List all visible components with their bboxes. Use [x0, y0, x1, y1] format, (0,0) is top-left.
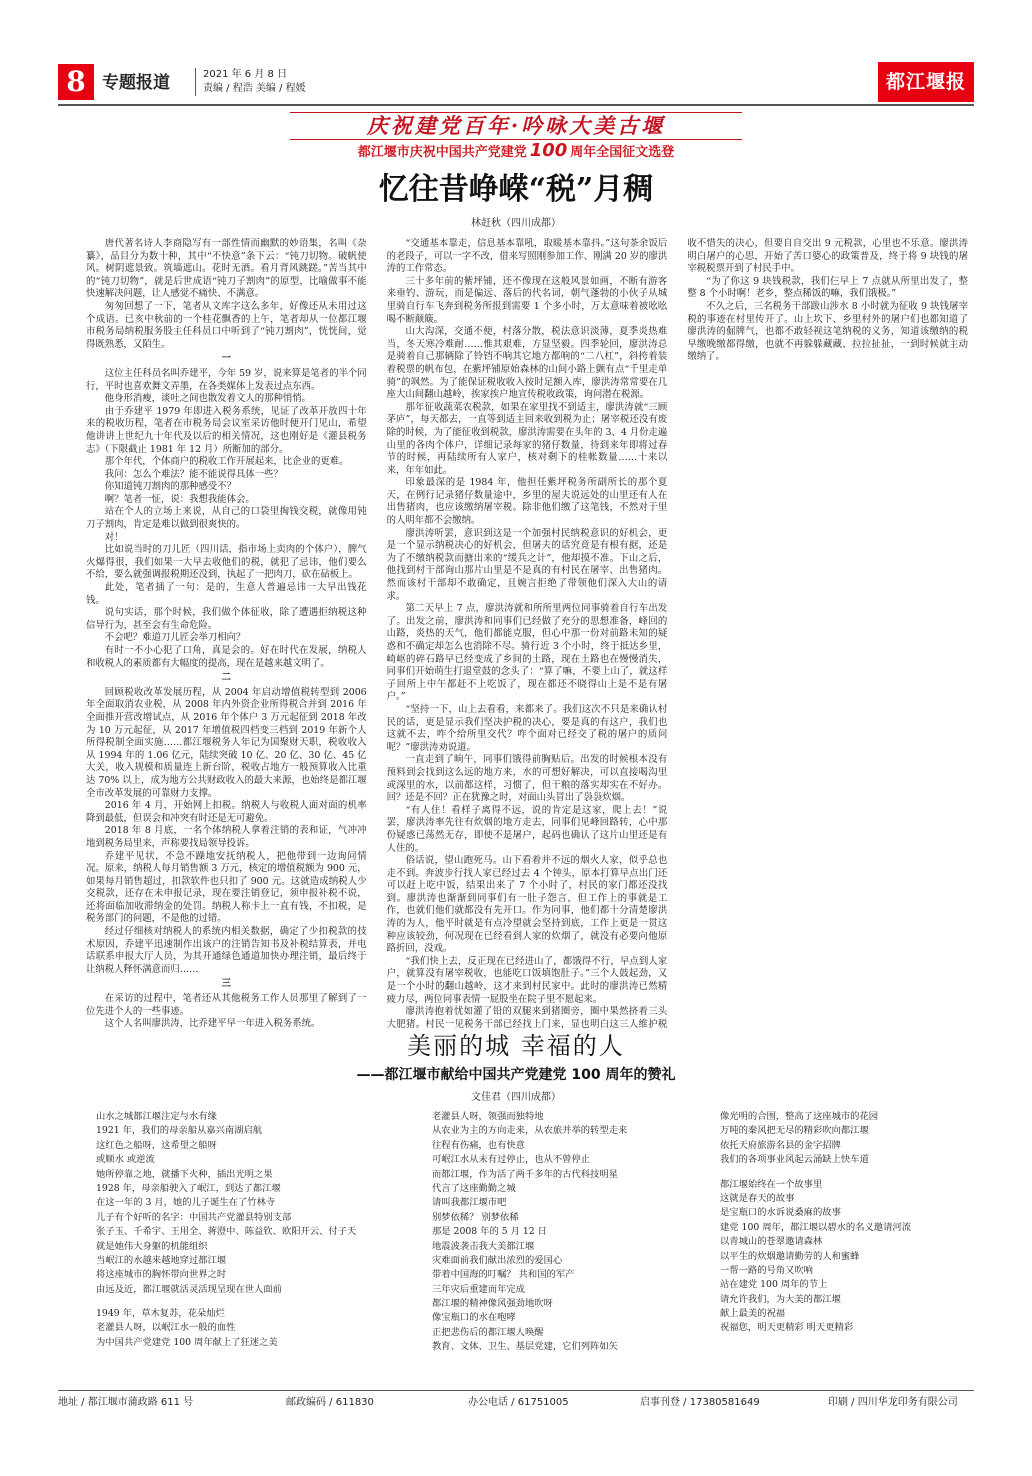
poem-line: 三年灾后重建而年完成	[432, 1283, 525, 1295]
article-paragraph: 我问：怎么个难法？能不能说得具体一些？	[104, 468, 283, 480]
poem-line: 别梦依稀？ 别梦依稀	[432, 1211, 519, 1223]
poem-line: 1928 年，母亲船驶入了岷江，到达了都江堰	[96, 1182, 281, 1194]
poem-line: 从农业为主的方向走来，从农旅并举的转型走来	[432, 1125, 628, 1137]
poem-line: 我们的各项事业风起云涌缺上快车道	[720, 1154, 869, 1166]
article-paragraph: 唐代著名诗人李商隐写有一部性情而幽默的妙语集，名叫《杂纂》，品目分为数十种，其中“不快意”条下云：“钝刀切物。破帆使风。树阴遮景致。筑墙遮山。花时无酒。看月背风跳蹉。”苦当其中的“钝刀切物”，就是后世成语“钝刀子割肉”的原型，比喻做事不能快速解决问题，让人感觉不痛快、不满意。	[86, 238, 367, 300]
poem-column-2	[432, 1110, 732, 1355]
poem-line: 请叫我都江堰市吧	[432, 1197, 507, 1209]
newspaper-logo: 都江堰报	[878, 62, 974, 102]
poem-line: 就是她伟大身躯的机能组织	[96, 1240, 208, 1252]
article-paragraph: 比如说当时的刀儿匠（四川话，指市场上卖肉的个体户），脾气火爆得很，我们如果一大早去收他们的税，就犯了忌讳，他们要么不给，要么就强调报税期还没到，执起了一把肉刀，砍在砧板上。	[86, 544, 367, 581]
poem-line: 代言了这座勤勤之城	[432, 1182, 516, 1194]
poem-line: 像宝瓶口的水在咆哮	[432, 1312, 516, 1324]
page-header	[58, 62, 974, 102]
article-paragraph: 乔建平见状，不急不躁地安抚纳税人，把他带到一边询问情况。原来，纳税人每月销售额 3 万元，核定的增值税额为 900 元，如果每月销售超过，扣款软件也只扣了 900 元。这就造成纳税人少交税款，还存在未申报记录，现在要注销登记，须申报补税不说，还将面临加收滞纳金的处罚。纳税人称卡上一直有钱，不扣税，是税务部门的问题，不是他的过错。	[86, 850, 367, 925]
article-paragraph: 廖洪涛听罢，意识到这是一个加强村民纳税意识的好机会，更是一个显示纳税决心的好机会，但屠夫的话究竟是有根有据，还是为了不缴纳税款而搪出来的“缓兵之计”，他却摸不准。下山之后，他找到村干部询山那片山里是不是真的有村民在屠宰、出售猪肉。然而该村干部却不敢确定，且婉言拒绝了带领他们深入大山的请求。	[386, 527, 668, 602]
article-paragraph: 在采访的过程中，笔者还从其他税务工作人员那里了解到了一位先进个人的一些事迹。	[86, 993, 367, 1017]
poem-line: 建党 100 周年，都江堰以碧水的名义邀请河流	[720, 1221, 911, 1233]
column-banner	[58, 112, 974, 162]
article-paragraph: 这位主任科员名叫乔建平，今年 59 岁，说来算是笔者的半个同行，平时也喜欢舞文弄墨，在各类媒体上发表过点东西。	[86, 367, 367, 392]
section-number: 三	[221, 978, 232, 990]
footer-rule	[58, 1390, 974, 1391]
article-paragraph: 站在个人的立场上来说，从自己的口袋里掏钱交税，就像用钝刀子割肉，肯定是难以做到很爽快的。	[86, 506, 367, 531]
article-paragraph: “为了你这 9 块钱税款，我们仨早上 7 点就从所里出发了，整整 8 个小时啊！老乡，整点稀饭的嘛，我们饿极。”	[687, 275, 968, 300]
article-paragraph: “有人住！看样子离得不远，说的肯定是这家，爬上去！”说罢，廖洪涛率先往有炊烟的地方走去，同事们见峰回路转，心中那份疑惑已荡然无存，即使不是屠户，起码也确认了这片山里还是有人住的。	[386, 804, 668, 854]
article-paragraph: 不会吧？难道刀儿匠会举刀相向？	[104, 632, 246, 644]
poem-line: 正把悲伤后的都江堰人唤醒	[432, 1326, 544, 1338]
page-number: 8	[58, 64, 94, 100]
section-number: 二	[221, 672, 232, 684]
article-paragraph: 那年征收蔬菜农税款，如果在家里找不到适主，廖洪涛就“三顾茅庐”，每天都去，一直等到适主回来收到税为止；屠宰税还没有废除的时候，为了能征收到税款，廖洪涛需要在头年的 3、4 月份走遍山里的各肉个体户，详细记录每家的猪仔数量，待到来年即将过春节的时候，再陆续所有人家户，核对剩下的桂帐数量……十来以来，年年如此。	[386, 401, 668, 476]
article-paragraph: 三十多年前的紫坪铺，还不像现在这般风景如画，不断有游客来垂钓、游玩，而是偏远、落后的代名词，朝气蓬勃的小伙子从城里骑自行车飞奔到税务所报到需要 1 个多小时，万太意味着被吆吆喝不断颠簸。	[386, 275, 668, 325]
poem-subtitle: ——都江堰市献给中国共产党建党 100 周年的赞礼	[356, 1067, 676, 1083]
article-paragraph: 经过仔细核对纳税人的系统内相关数据，确定了少扣税款的技术原因，乔建平迅速制作出该户的注销告知书及补税结算表，并电话联系申报大厅人员，为其开通绿色通道加快办理注销，最后终于让纳税人释怀满意而归……	[86, 926, 367, 975]
poem-line: 可岷江水从未有过停止，也从不曾停止	[432, 1154, 591, 1166]
footer-ad-phone: 启事刊登 / 17380581649	[640, 1397, 760, 1408]
poem-line: 这就是春天的故事	[720, 1192, 795, 1204]
banner-sub-after: 周年全国征文选登	[570, 145, 675, 160]
article-paragraph: 你知道钝刀割肉的那种感受不？	[104, 481, 237, 493]
section-title: 专题报道	[102, 73, 170, 93]
banner-subtitle	[58, 142, 974, 162]
poem-line: 灾难面前我们献出浓烈的爱国心	[432, 1254, 563, 1266]
poem-line: 由远及近，都江堰就活灵活现呈现在世人面前	[96, 1283, 282, 1295]
poem-column-3	[720, 1110, 1020, 1336]
poem-title: 美丽的城 幸福的人	[407, 1032, 625, 1060]
article-paragraph: 俗话说，望山跑死马。山下看着并不远的烟火人家，似乎总也走不到。奔波步行找人家已经过去 4 个钟头，原本打算早点出门还可以赶上吃中饭，结果出来了 7 个小时了，村民的家门都还没找到。廖洪涛也渐渐到同事们有一肚子怨言，但工作上的事就是工作，也就们他们就都没有先开口。作为同事，他们都十分清楚廖洪涛的为人，他平时就是有点冷望就会坚持到底，工作上更是一贯这种应该较劲，何况现在已经看到人家的炊烟了，就没有必要向他原路折回，没戏。	[386, 855, 668, 955]
article-paragraph: 一直走到了晌午，同事们饿得前胸贴后。出发的时候根本没有预料到会找到这么远的地方来，水的可想好解决，可以直接喝沟里或深里的水，以前都这样，习惯了，但干粮的落实却实在不好办。回？还是不回？正在犹豫之时，对面山头冒出了袅袅炊烟。	[386, 754, 668, 804]
poem-line: 站在建党 100 周年的节上	[720, 1279, 828, 1291]
article-paragraph: 2016 年 4 月，开始网上扣税。纳税人与收税人面对面的机率降到最低，但误会和冲突有时还是无可避免。	[86, 800, 367, 824]
poem-line: 而都江堰，作为活了两千多年的古代科技明星	[432, 1168, 618, 1180]
poem-line: 以青城山的苍翠邀请森林	[720, 1236, 823, 1248]
poem-line: 儿子有个好听的名字：中国共产党灌县特别支部	[96, 1211, 292, 1223]
poem-line	[96, 1297, 396, 1307]
poem-line: 老灌县人呀，以岷江水一般的血性	[96, 1322, 236, 1334]
page-footer	[58, 1394, 974, 1412]
banner-sub-number: 100	[529, 140, 568, 161]
poem-line: 是宝瓶口的水诉说桑麻的故事	[720, 1207, 841, 1219]
poem-author: 文佳君（四川成都）	[471, 1092, 561, 1103]
issue-date: 2021 年 6 月 8 日	[203, 69, 288, 80]
article-paragraph: 啊？笔者一怔，说：我想我能体会。	[104, 493, 255, 505]
section-number: 一	[221, 353, 232, 365]
header-meta	[203, 68, 306, 96]
poem-line: 1949 年，草木复苏，花朵灿烂	[96, 1308, 225, 1320]
poem-line: 那是 2008 年的 5 月 12 日	[432, 1226, 547, 1238]
poem-line: 老灌县人呀，领强而独特地	[432, 1111, 544, 1122]
poem-line: 献上最美的祝福	[720, 1308, 786, 1320]
article-paragraph: 匆匆回想了一下，笔者从文库字这么多年，好像还从未用过这个成语。已亥中秋前的一个桂花飘香的上午，笔者却从一位都江堰市税务局纳税服务股主任科员口中听到了“钝刀割肉”，恍恍间，觉得既熟悉，又陌生。	[86, 300, 367, 350]
poem-line: 依托天府旅游名县的金字招牌	[720, 1139, 841, 1151]
poem-line: 为中国共产党建党 100 周年献上了狂迷之美	[96, 1336, 278, 1348]
poem-line: 这红色之船呀，这希望之船呀	[96, 1139, 217, 1151]
banner-sub-before: 都江堰市庆祝中国共产党建党	[357, 145, 527, 160]
article-paragraph: “交通基本靠走，信息基本靠吼，取暖基本靠抖。”这句茶余饭后的老段子，可以一字不改，借来写照刚参加工作、刚满 20 岁的廖洪涛的工作常态。	[386, 238, 668, 275]
poem-line: 带着中国海的叮嘱？ 共和国的军产	[432, 1269, 575, 1281]
footer-office-phone: 办公电话 / 61751005	[468, 1397, 569, 1408]
article-paragraph: 廖洪涛抱着忧如灌了铅的双腿来到猪圈旁，圈中果然挤着三头大肥猪。村民一见税务干部已经找上门来，显也明白这三人维护税收不惜失的决心，但要自自交出 9 元税款，心里也不乐意。廖洪涛明白屠户的心思，开始了苦口婆心的政策普及，终于将 9 块钱的屠宰税税票开到了村民手中。	[386, 238, 968, 1030]
poem-line: 当岷江的水越来越地穿过都江堰	[96, 1254, 227, 1266]
footer-postcode: 邮政编码 / 611830	[286, 1397, 374, 1408]
poem-line: 以平生的炊烟邀请勤劳的人和蜜蜂	[720, 1250, 860, 1262]
article-paragraph: “坚持一下，山上去看看，来都来了。我们这次不只是来确认村民的话，更是显示我们坚决护税的决心，要是真的有这户，我们也这就不去，咋个给所里交代？咋个面对已经交了税的屠户的质问呢？”廖洪涛劝说道。	[386, 703, 668, 753]
header-separator	[195, 68, 196, 96]
poem-line: 万吨的秦风把无尽的精彩吹向都江堰	[720, 1125, 869, 1137]
article-title: 忆往昔峥嵘“税”月稠	[378, 172, 654, 207]
article-paragraph: “我们快上去，反正现在已经进山了，都饿得不行，早点到人家户，就算没有屠宰税收，也能吃口饭填饱肚子。”三个人鼓起劲，又是一个小时的翻山越岭，这才来到村民家中。此时的廖洪涛已然精疲力尽，两位同事表情一屁股坐在院子里不愿起来。	[386, 955, 668, 1005]
article-paragraph: 2018 年 8 月底，一名个体纳税人拿着注销的表和证，气冲冲地到税务局里来，声称要找局领导投诉。	[86, 825, 367, 849]
editors: 责编 / 程浩 美编 / 程媛	[203, 83, 306, 94]
article-paragraph: 说句实话，那个时候，我们做个体征收，除了遭遇拒纳税这种信导行为，甚至会有生命危险。	[86, 607, 367, 631]
poem-column-1	[96, 1110, 396, 1350]
article-paragraph: 不久之后，三名税务干部跋山涉水 8 小时就为征收 9 块钱屠宰税的事迹在村里传开了。山上坎下、乡里村外的屠户们也都知道了廖洪涛的倔牌气，也都不敢轻视这笔纳税的义务，知道该缴纳的税早缴晚缴都得缴，也就不再躲躲藏藏、拉拉扯扯，一到时候就主动缴纳了。	[687, 300, 968, 363]
article-paragraph: 第二天早上 7 点，廖洪涛就和所所里两位同事骑着自行车出发了。出发之前，廖洪涛和同事们已经做了充分的思想准备，峰回的山路，炎热的天气，他们都能克服，但心中那一份对前路未知的疑惑和不确定却怎么也消除不尽。骑行近 3 个小时，终于抵达乡里，崎岖的碎石路早已经变成了乡间的土路，现在土路也在慢慢消失，同事们开始萌生打退堂鼓的念头了：“算了嘛，不要上山了，就这样子回所上中午都赶不上吃饭了，现在都还不晓得山上是不是有屠户。”	[386, 603, 668, 703]
article-byline: 林赶秋（四川成都）	[471, 218, 561, 229]
poem-line: 往程有伤痛，也有快意	[432, 1139, 525, 1151]
article-paragraph: 对！	[104, 531, 124, 543]
poem-line: 地震波袭击我大美都江堰	[432, 1240, 535, 1252]
poem-line: 祝福您，明天更精彩 明天更精彩	[720, 1322, 854, 1334]
poem-line: 张子玉、千希宇、王用全、蒋澄中、陈益钦、欧阳开云、付子天	[96, 1226, 357, 1238]
poem-line: 一帮一路的号角又吹响	[720, 1264, 813, 1276]
poem-line: 请允许我们，为大美的都江堰	[720, 1293, 841, 1305]
article-paragraph: 那个年代，个体商户的税收工作开展起来，比企业的更难。	[104, 456, 349, 468]
header-rule	[58, 104, 974, 106]
article-paragraph: 他身形消瘦，谈吐之间也散发着文人的那种悄悄。	[104, 393, 312, 405]
poem-line: 都江堰的精神像风强劲地吹呀	[432, 1298, 553, 1310]
footer-printer: 印刷 / 四川华龙印务有限公司	[828, 1397, 958, 1408]
poem-line: 山水之城都江堰注定与水有缘	[96, 1111, 217, 1122]
article-paragraph: 这个人名叫廖洪涛，比乔建平早一年进入税务系统。	[104, 1018, 321, 1030]
poem-line: 将这座城市的胸怀带向世界之时	[96, 1269, 227, 1281]
article-paragraph: 由于乔建平 1979 年即进入税务系统，见证了改革开放四十年来的税收历程，笔者在市税务局会议室采访他时便开门见山，希望他讲讲上世纪九十年代及以后的相关情况，这也刚好是《灌县税务志》（下限截止 1981 年 12 月）所断加的部分。	[86, 405, 367, 455]
article-paragraph: 印象最深的是 1984 年，他担任紫坪税务所副所长的那个夏天，在例行记录猪仔数量途中，乡里的屋夫说远处的山里还有人在出售猪肉，也应该缴纳屠宰税。除非他们缴了这笔钱，不然对于里的人明年都不会缴纳。	[386, 477, 668, 527]
article-paragraph: 回顾税收改革发展历程，从 2004 年启动增值税转型到 2006 年全面取消农业税，从 2008 年内外资企业所得税合并到 2016 年全面推开营改增试点，从 2016 年个体户 3 万元起征到 2018 年改为 10 万元起征，从 2017 年增值税四档变三档到 2019 年新个人所得税制全面实施……都江堰税务人年记为国聚财天职，税收收入从 1994 年的 1.06 亿元，陆续突破 10 亿、20 亿、30 亿、45 亿大关，收入规模和质量连上新台阶，税收占地方一般预算收入比重达 70% 以上，成为地方公共财政收入的最大来源，也始终是都江堰全市改革发展的可靠财力支撑。	[86, 686, 367, 799]
poem-line: 像光明的合围，整高了这座城市的花园	[720, 1111, 879, 1122]
banner-slogan: 庆祝建党百年·吟咏大美古堰	[290, 112, 742, 140]
poem-line: 教育、文体、卫生、基层党建，它们列阵如矢	[432, 1341, 618, 1353]
article-paragraph: 此处，笔者插了一句：是的，生意人普遍忌讳一大早出钱花钱。	[86, 582, 367, 606]
poem-line: 1921 年，我们的母亲船从嘉兴南湖启航	[96, 1125, 263, 1137]
poem-line: 都江堰始终在一个故事里	[720, 1178, 823, 1190]
article-paragraph: 有时一不小心犯了口角，真是会的。好在时代在发展，纳税人和收税人的素质都有大幅度的提高，现在是越来越文明了。	[86, 645, 367, 669]
poem-line: 或顺水 或逆流	[96, 1154, 155, 1166]
footer-address: 地址 / 都江堰市蒲政路 611 号	[58, 1397, 194, 1408]
article-paragraph: 山大沟深，交通不便，村落分散，税法意识淡薄，夏季炎热难当，冬天寒冷难耐……惟其艰难，方显坚毅。四季轮回，廖洪涛总是骑着自己那辆除了铃铛不响其它地方都响的“二八杠”，斜挎着装着税票的帆布包，在紫坪铺原始森林的山间小路上颤有点“千里走单骑”的飒然。为了能保证税收收入按时足额入库，廖洪涛常常要在几座大山间翻山越岭，挨家挨户地宣传税收政策，询问潜在税源。	[386, 326, 668, 401]
poem-line: 在这一年的 3 月，她的儿子诞生在了竹林寺	[96, 1197, 276, 1209]
poem-line	[720, 1168, 1020, 1178]
article-body	[86, 238, 968, 1036]
poem-line: 她所停靠之地，就播下火种，插出光明之果	[96, 1168, 273, 1180]
